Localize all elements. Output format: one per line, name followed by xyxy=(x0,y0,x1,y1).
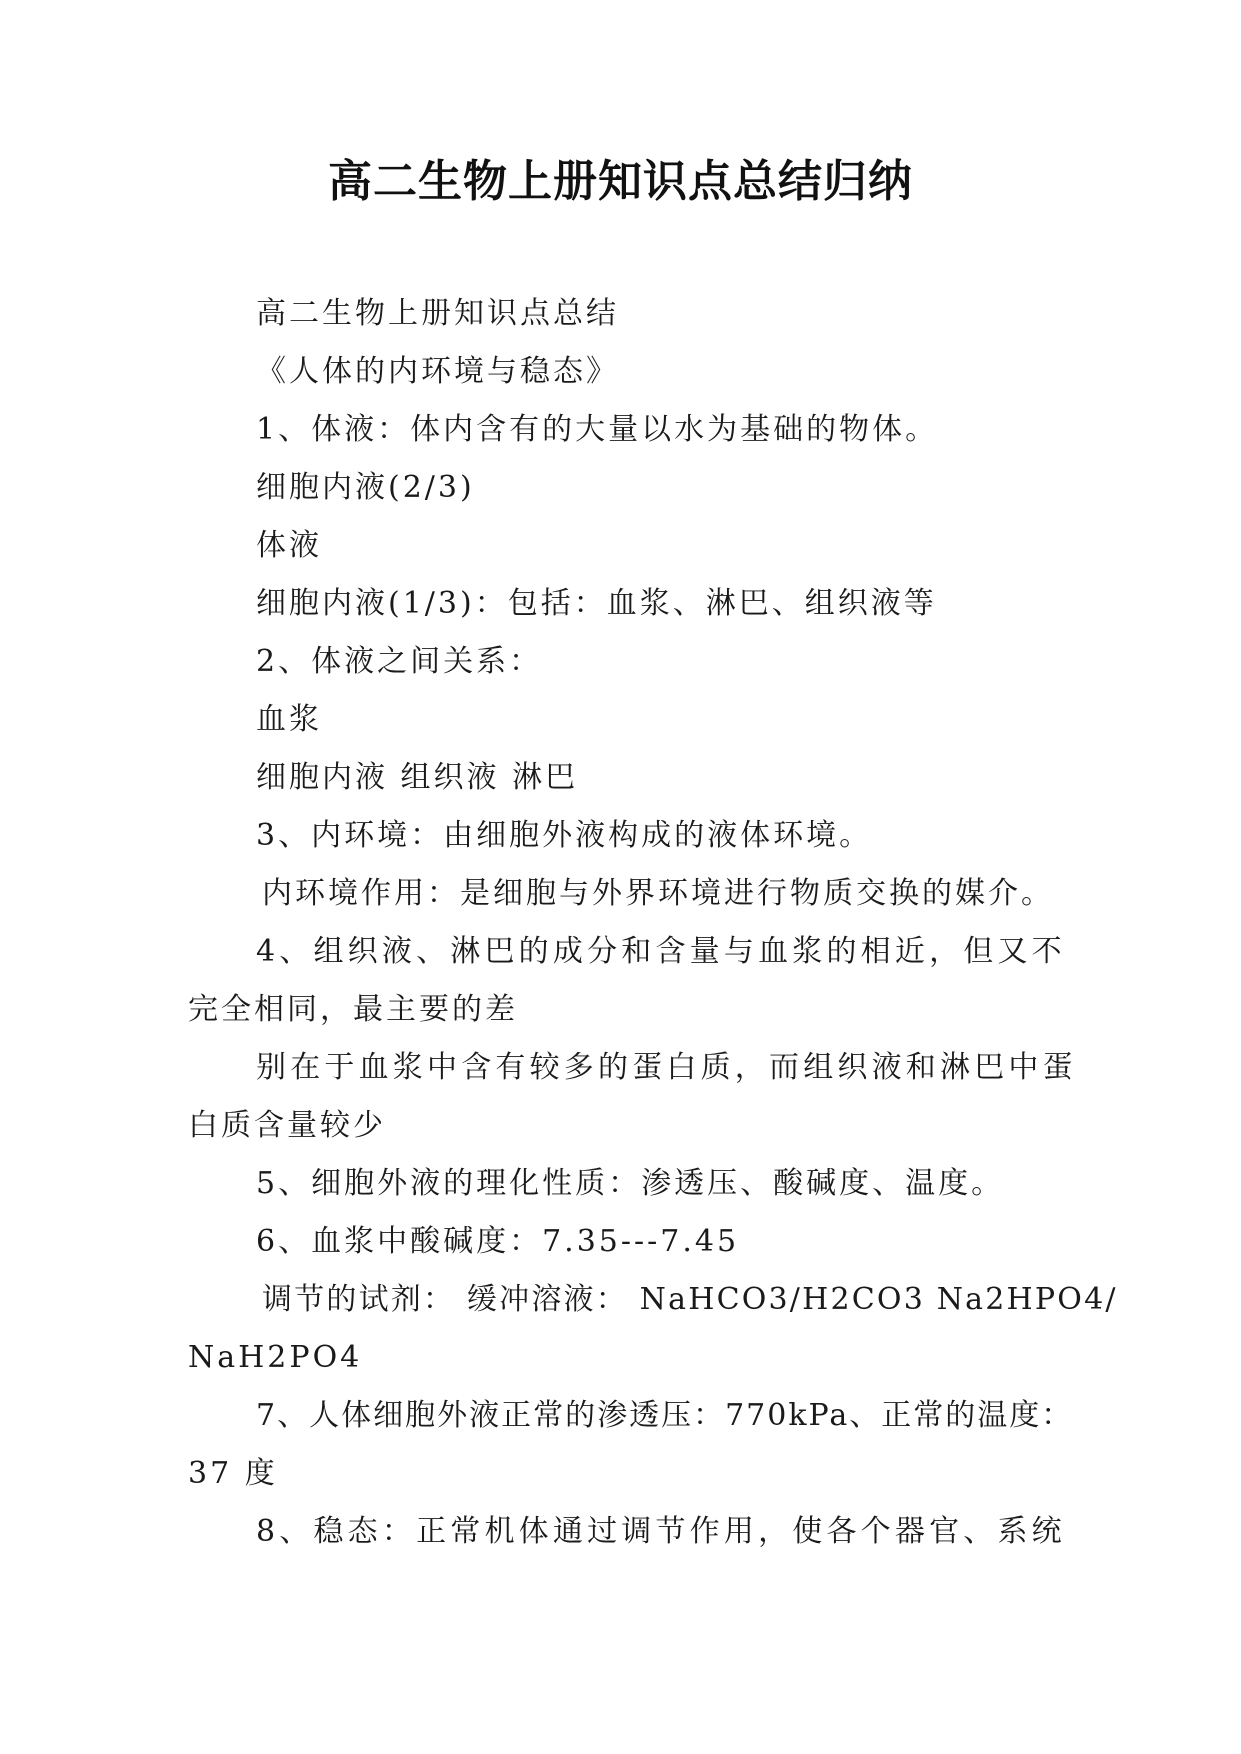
paragraph-line: NaH2PO4 xyxy=(188,1340,363,1375)
paragraph-line: 高二生物上册知识点总结 xyxy=(256,296,619,331)
paragraph-line: 内环境作用：是细胞与外界环境进行物质交换的媒介。 xyxy=(262,876,1054,911)
paragraph-line: 6、血浆中酸碱度：7.35---7.45 xyxy=(256,1224,740,1259)
paragraph-line: 2、体液之间关系： xyxy=(256,644,543,679)
paragraph-line: 细胞内液(1/3)：包括：血浆、淋巴、组织液等 xyxy=(256,586,937,621)
paragraph-line: 血浆 xyxy=(256,702,322,737)
paragraph-line: 8、稳态：正常机体通过调节作用，使各个器官、系统 xyxy=(256,1514,1066,1549)
paragraph-line: 体液 xyxy=(256,528,322,563)
paragraph-line: 细胞内液 组织液 淋巴 xyxy=(256,760,579,795)
paragraph-line: 3、内环境：由细胞外液构成的液体环境。 xyxy=(256,818,873,853)
paragraph-line: 4、组织液、淋巴的成分和含量与血浆的相近，但又不 xyxy=(256,934,1066,969)
paragraph-line: 别在于血浆中含有较多的蛋白质，而组织液和淋巴中蛋 xyxy=(256,1050,1077,1085)
paragraph-line: 调节的试剂： 缓冲溶液： NaHCO3/H2CO3 Na2HPO4/ xyxy=(262,1282,1118,1317)
paragraph-line: 《人体的内环境与稳态》 xyxy=(256,354,619,389)
document-title: 高二生物上册知识点总结归纳 xyxy=(328,156,913,207)
paragraph-line: 37 度 xyxy=(188,1456,278,1491)
paragraph-line: 7、人体细胞外液正常的渗透压：770kPa、正常的温度： xyxy=(256,1398,1074,1433)
paragraph-line: 5、细胞外液的理化性质：渗透压、酸碱度、温度。 xyxy=(256,1166,1005,1201)
paragraph-line: 完全相同，最主要的差 xyxy=(188,992,518,1027)
paragraph-line: 细胞内液(2/3) xyxy=(256,470,475,505)
paragraph-line: 白质含量较少 xyxy=(188,1108,386,1143)
paragraph-line: 1、体液：体内含有的大量以水为基础的物体。 xyxy=(256,412,939,447)
